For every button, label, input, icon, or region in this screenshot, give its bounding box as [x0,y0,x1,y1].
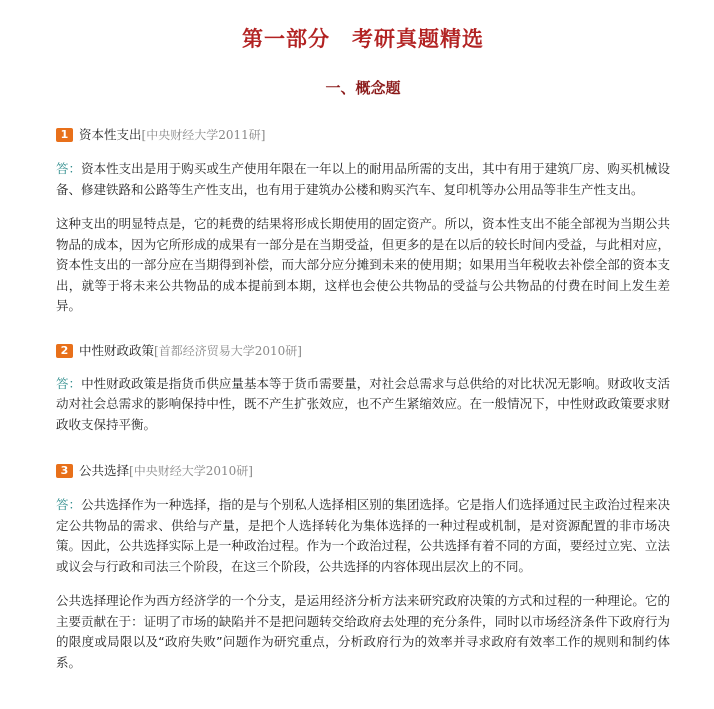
question-term: 中性财政政策 [79,342,155,358]
question-source: [首都经济贸易大学2010研] [154,343,302,358]
answer-paragraph: 公共选择理论作为西方经济学的一个分支，是运用经济分析方法来研究政府决策的方式和过程的一种理论。它的主要贡献在于：证明了市场的缺陷并不是把问题转交给政府去处理的充分条件，同时以市场经济条件下政府行为的限度或局限以及“政府失败”问题作为研究重点，分析政府行为的效率并寻求政府有效率工作的规则和制约体系。 [56,593,670,670]
answer-label: 答： [56,375,82,391]
question-source: [中央财经大学2011研] [141,128,266,142]
question-number-badge: 1 [56,128,73,142]
question-heading-3 [56,461,670,481]
answer-text: 中性财政政策是指货币供应量基本等于货币需要量，对社会总需求与总供给的对比状况无影响。财政收支活动对社会总需求的影响保持中性，既不产生扩张效应，也不产生紧缩效应。在一般情况下，中性财政政策要求财政收支保持平衡。 [56,375,670,432]
answer-text: 资本性支出是用于购买或生产使用年限在一年以上的耐用品所需的支出，其中有用于建筑厂房、购买机械设备、修建铁路和公路等生产性支出，也有用于建筑办公楼和购买汽车、复印机等办公用品等非生产性支出。 [56,161,670,197]
part-title: 第一部分 考研真题精选 [242,27,484,51]
question-heading-2 [56,341,670,361]
answer-text: 公共选择作为一种选择，指的是与个别私人选择相区别的集团选择。它是指人们选择通过民主政治过程来决定公共物品的需求、供给与产量，是把个人选择转化为集体选择的一种过程或机制，是对资源配置的非市场决策。因此，公共选择实际上是一种政治过程。作为一个政治过程，公共选择有着不同的方面，要经过立宪、立法或议会与行政和司法三个阶段，在这三个阶段，公共选择的内容体现出层次上的不同。 [56,497,670,574]
section-title: 一、概念题 [325,79,401,97]
question-source: [中央财经大学2010研] [129,464,253,478]
answer-paragraph: 这种支出的明显特点是，它的耗费的结果将形成长期使用的固定资产。所以，资本性支出不能全部视为当期公共物品的成本，因为它所形成的成果有一部分是在当期受益，但更多的是在以后的较长时间内受益，与此相对应，资本性支出的一部分应在当期得到补偿，而大部分应分摊到未来的使用期；如果用当年税收去补偿全部的资本支出，就等于将未来公共物品的成本提前到本期，这样也会使公共物品的受益与公共物品的付费在时间上发生差异。 [56,216,670,313]
question-term: 公共选择 [79,463,130,478]
answer-label: 答： [56,497,82,512]
question-number-badge: 3 [56,464,73,478]
answer-paragraph [56,159,670,200]
question-number-badge: 2 [56,344,73,358]
answer-paragraph [56,374,670,436]
answer-label: 答： [56,161,82,176]
question-term: 资本性支出 [79,127,142,142]
question-heading-1 [56,125,670,145]
answer-paragraph [56,495,670,577]
